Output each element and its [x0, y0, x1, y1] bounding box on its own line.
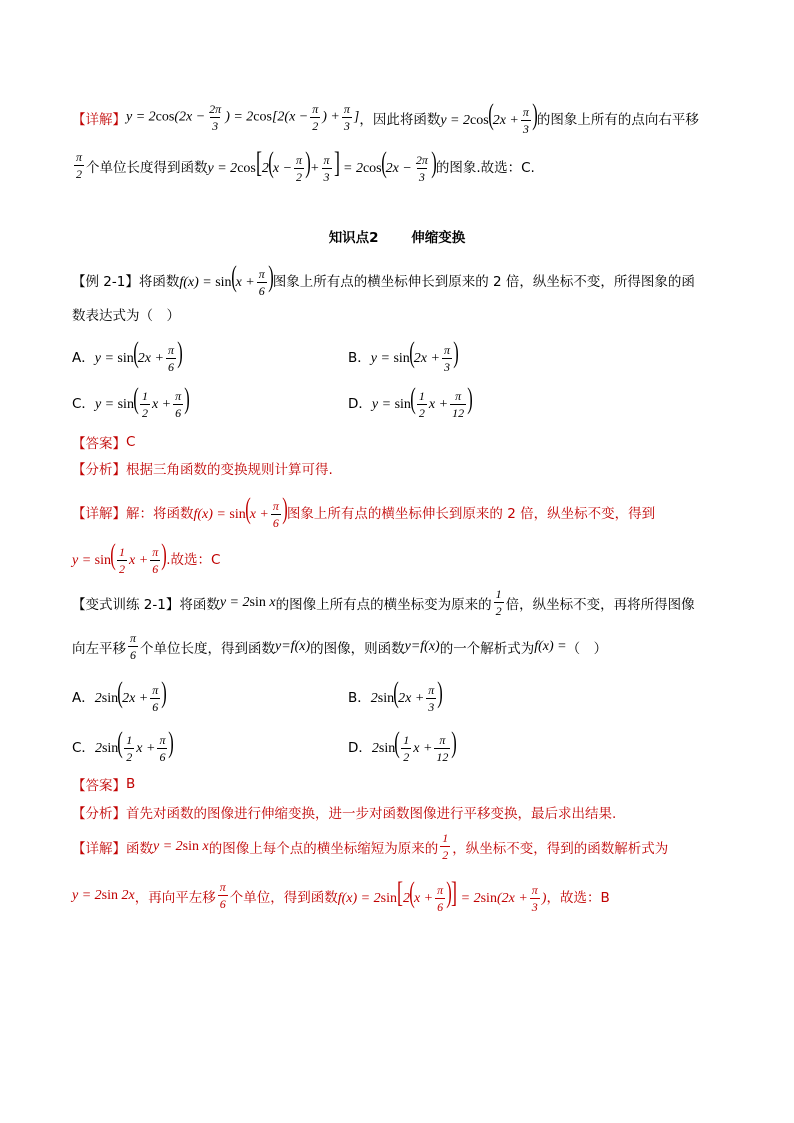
detail-text: ，故选：B — [546, 889, 610, 906]
answer-line — [72, 774, 135, 794]
detail-label: 【详解】 — [72, 505, 126, 522]
detail-line-1 — [72, 100, 699, 135]
analysis-text: 首先对函数的图像进行伸缩变换，进一步对函数图像进行平移变换，最后求出结果. — [126, 806, 617, 822]
example-text: 图象上所有点的横坐标伸长到原来的 2 倍，纵坐标不变，所得图象的函 — [272, 273, 695, 290]
math-expression: $\frac{\pi}{2}$ — [76, 150, 83, 182]
section-title-right: 伸缩变换 — [411, 230, 466, 246]
section-title-left: 知识点2 — [328, 230, 379, 246]
section-title — [0, 226, 794, 246]
detail-line-2 — [72, 148, 535, 183]
variant-text: 的图像，则函数 — [310, 640, 405, 657]
variant-line-1 — [72, 588, 695, 617]
math-expression: y = sin( $\frac{1}{2}$ x + $\frac{\pi}{12}$ ) — [371, 382, 473, 421]
math-expression: $\frac{\pi}{6}$ — [130, 631, 137, 662]
variant-text: 将函数 — [179, 596, 220, 613]
variant-text: （ ） — [566, 640, 608, 657]
variant-text: 个单位长度，得到函数 — [140, 640, 276, 657]
detail-text: ，再向平左移 — [134, 889, 216, 906]
option-c-label: C． — [72, 395, 95, 412]
detail-text: ，因此将函数 — [359, 111, 441, 128]
math-expression: $\frac{1}{2}$ — [495, 587, 502, 618]
math-expression: y = sin(2x + $\frac{\pi}{6}$ ) — [94, 336, 183, 375]
variant-option-d[interactable] — [348, 728, 456, 763]
option-d[interactable] — [348, 384, 472, 419]
answer-label: 【答案】 — [72, 778, 126, 794]
math-expression: 2sin(2x + $\frac{\pi}{3}$ ) — [370, 676, 444, 715]
answer-value: B — [126, 776, 136, 792]
option-a-label: A． — [72, 349, 95, 366]
analysis-text: 根据三角函数的变换规则计算可得. — [126, 462, 333, 478]
option-c[interactable] — [72, 384, 189, 419]
math-expression: $\frac{\pi}{6}$ — [219, 880, 226, 912]
math-expression: y = 2sin 2x — [72, 887, 135, 903]
math-expression: 2sin(2x + $\frac{\pi}{6}$ ) — [94, 676, 168, 715]
detail-line — [72, 832, 668, 861]
math-expression: y = sin( $\frac{1}{2}$ x + $\frac{\pi}{6}$ ) — [94, 382, 190, 421]
math-expression: y=f(x) — [275, 638, 311, 654]
variant-text: 向左平移 — [72, 640, 126, 657]
detail-text: 函数 — [126, 840, 153, 857]
detail-text: 图象上所有点的横坐标伸长到原来的 2 倍，纵坐标不变，得到 — [286, 505, 656, 522]
math-expression: 2sin( $\frac{1}{2}$ x + $\frac{\pi}{6}$ ) — [94, 726, 175, 765]
detail-text: ，纵坐标不变，得到的函数解析式为 — [452, 840, 669, 857]
option-a[interactable] — [72, 338, 182, 373]
variant-option-a[interactable] — [72, 678, 166, 713]
detail-label: 【详解】 — [72, 840, 126, 857]
math-expression: y = 2cos[2(x − $\frac{\pi}{2}$ )+ $\frac{\pi}{3}$ ] = 2cos(2x − $\frac{2\pi}{3}$ ) — [207, 146, 437, 185]
option-d-label: D． — [348, 395, 372, 412]
math-expression: y = 2cos(2x − $\frac{2\pi}{3}$ ) = 2cos[2(x − $\frac{\pi}{2}$ ) + $\frac{\pi}{3}$ ] — [126, 102, 360, 134]
variant-option-b[interactable] — [348, 678, 442, 713]
option-b[interactable] — [348, 338, 458, 373]
variant-line-2 — [72, 632, 607, 661]
math-expression: f(x) = sin(x + $\frac{\pi}{6}$ ) — [179, 260, 274, 299]
variant-label: 【变式训练 2-1】 — [72, 596, 180, 613]
math-expression: f(x) = sin(x + $\frac{\pi}{6}$ ) — [193, 492, 288, 531]
math-expression: f(x) = — [534, 638, 567, 654]
option-b-label: B． — [348, 689, 371, 706]
detail-line — [72, 494, 655, 529]
math-expression: f(x) = 2sin[2(x + $\frac{\pi}{6}$ )] = 2sin(2x + $\frac{\pi}{3}$ ) — [337, 876, 547, 915]
example-text: 数表达式为（ ） — [72, 308, 180, 324]
detail-text: 个单位长度得到函数 — [86, 159, 208, 176]
option-a-label: A． — [72, 689, 95, 706]
detail-line-cont — [72, 540, 220, 575]
math-expression: y = 2sin x — [219, 594, 276, 610]
option-d-label: D． — [348, 739, 372, 756]
detail-text: 解：将函数 — [126, 505, 194, 522]
example-text: 将函数 — [138, 273, 180, 290]
math-expression: $\frac{1}{2}$ — [442, 831, 449, 862]
math-expression: y=f(x) — [404, 638, 440, 654]
detail-label: 【详解】 — [72, 111, 126, 128]
detail-text: 的图象上所有的点向右平移 — [536, 111, 699, 128]
detail-text: .故选：C — [166, 551, 221, 568]
answer-line — [72, 432, 135, 452]
analysis-line — [72, 458, 333, 478]
variant-text: 的图像上所有点的横坐标变为原来的 — [275, 596, 492, 613]
math-expression: y = sin(2x + $\frac{\pi}{3}$ ) — [370, 336, 459, 375]
option-c-label: C． — [72, 739, 95, 756]
math-expression: y = 2sin x — [153, 838, 209, 854]
math-expression: y = 2cos(2x + $\frac{\pi}{3}$ ) — [440, 98, 538, 137]
example-line-2 — [72, 304, 180, 324]
variant-text: 倍，纵坐标不变，再将所得图像 — [505, 596, 695, 613]
detail-text: 个单位，得到函数 — [229, 889, 338, 906]
answer-value: C — [126, 434, 136, 450]
answer-label: 【答案】 — [72, 436, 126, 452]
detail-text: 的图象.故选：C. — [435, 159, 535, 176]
option-b-label: B． — [348, 349, 371, 366]
math-expression: 2sin( $\frac{1}{2}$ x + $\frac{\pi}{12}$ ) — [371, 726, 458, 765]
math-expression: y = sin( $\frac{1}{2}$ x + $\frac{\pi}{6}$ ) — [72, 538, 167, 577]
analysis-label: 【分析】 — [72, 806, 126, 822]
detail-text: 的图像上每个点的横坐标缩短为原来的 — [208, 840, 439, 857]
variant-text: 的一个解析式为 — [439, 640, 535, 657]
analysis-label: 【分析】 — [72, 462, 126, 478]
detail-line-cont — [72, 878, 610, 913]
example-label: 【例 2-1】 — [72, 273, 139, 290]
variant-option-c[interactable] — [72, 728, 173, 763]
analysis-line — [72, 802, 616, 822]
example-line-1 — [72, 262, 695, 297]
